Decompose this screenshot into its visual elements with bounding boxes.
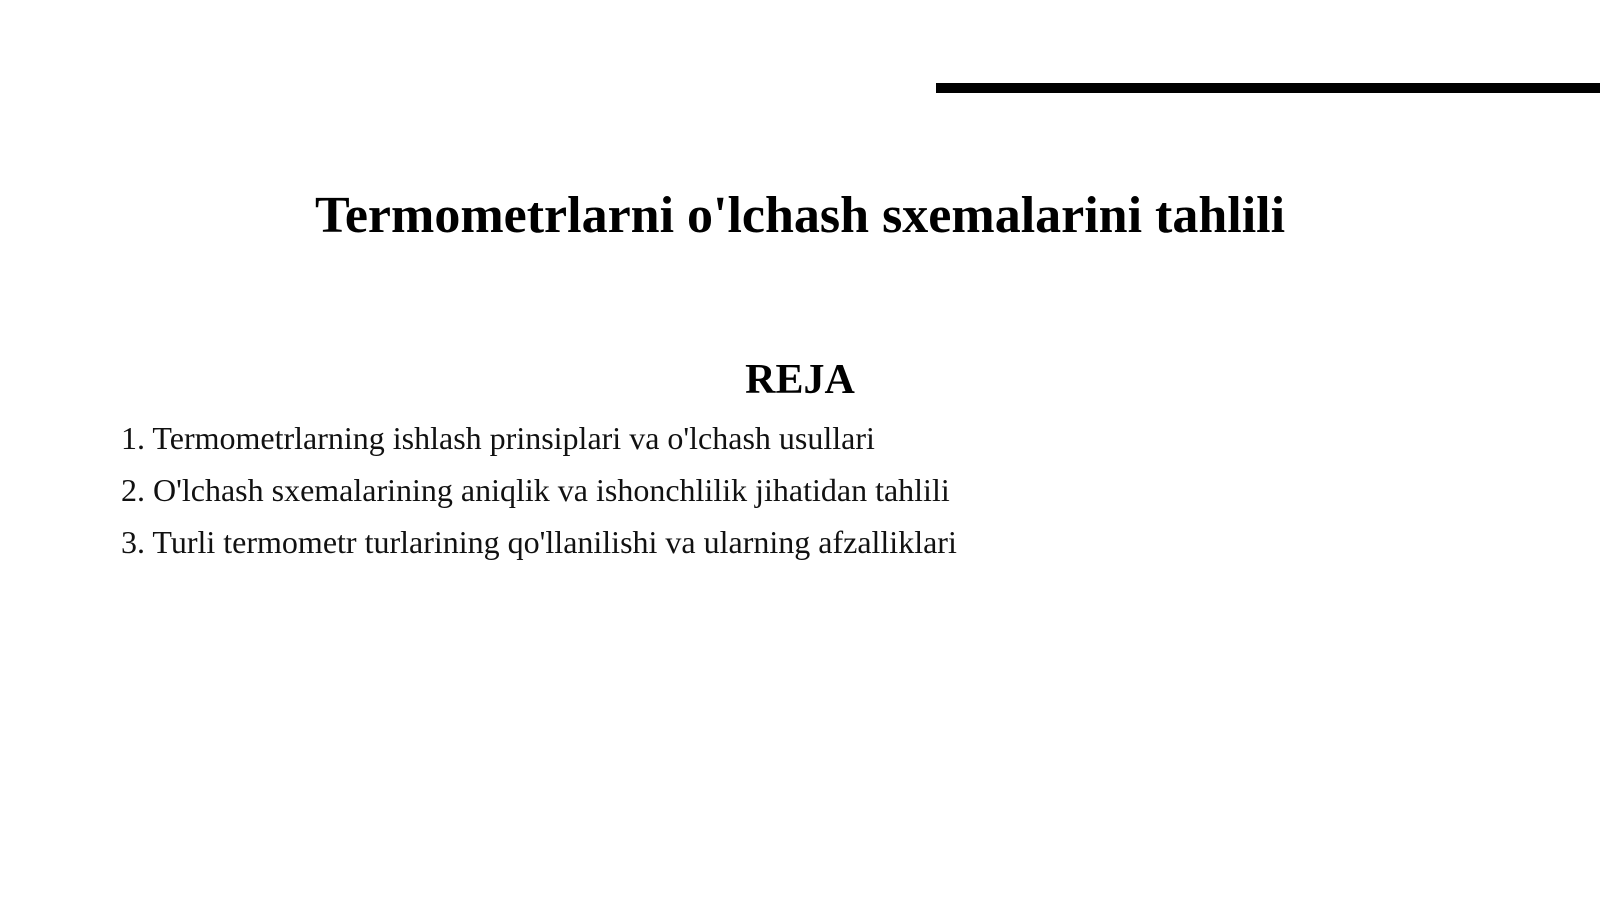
plan-list [121, 412, 1321, 568]
decorative-top-rule [936, 83, 1600, 93]
slide-title: Termometrlarni o'lchash sxemalarini tahlili [314, 187, 1286, 244]
plan-item-3: 3. Turli termometr turlarining qo'llanilishi va ularning afzalliklari [121, 524, 957, 560]
plan-heading: REJA [745, 357, 855, 403]
plan-item-2: 2. O'lchash sxemalarining aniqlik va ishonchlilik jihatidan tahlili [121, 472, 950, 508]
plan-item-1: 1. Termometrlarning ishlash prinsiplari va o'lchash usullari [121, 420, 875, 456]
